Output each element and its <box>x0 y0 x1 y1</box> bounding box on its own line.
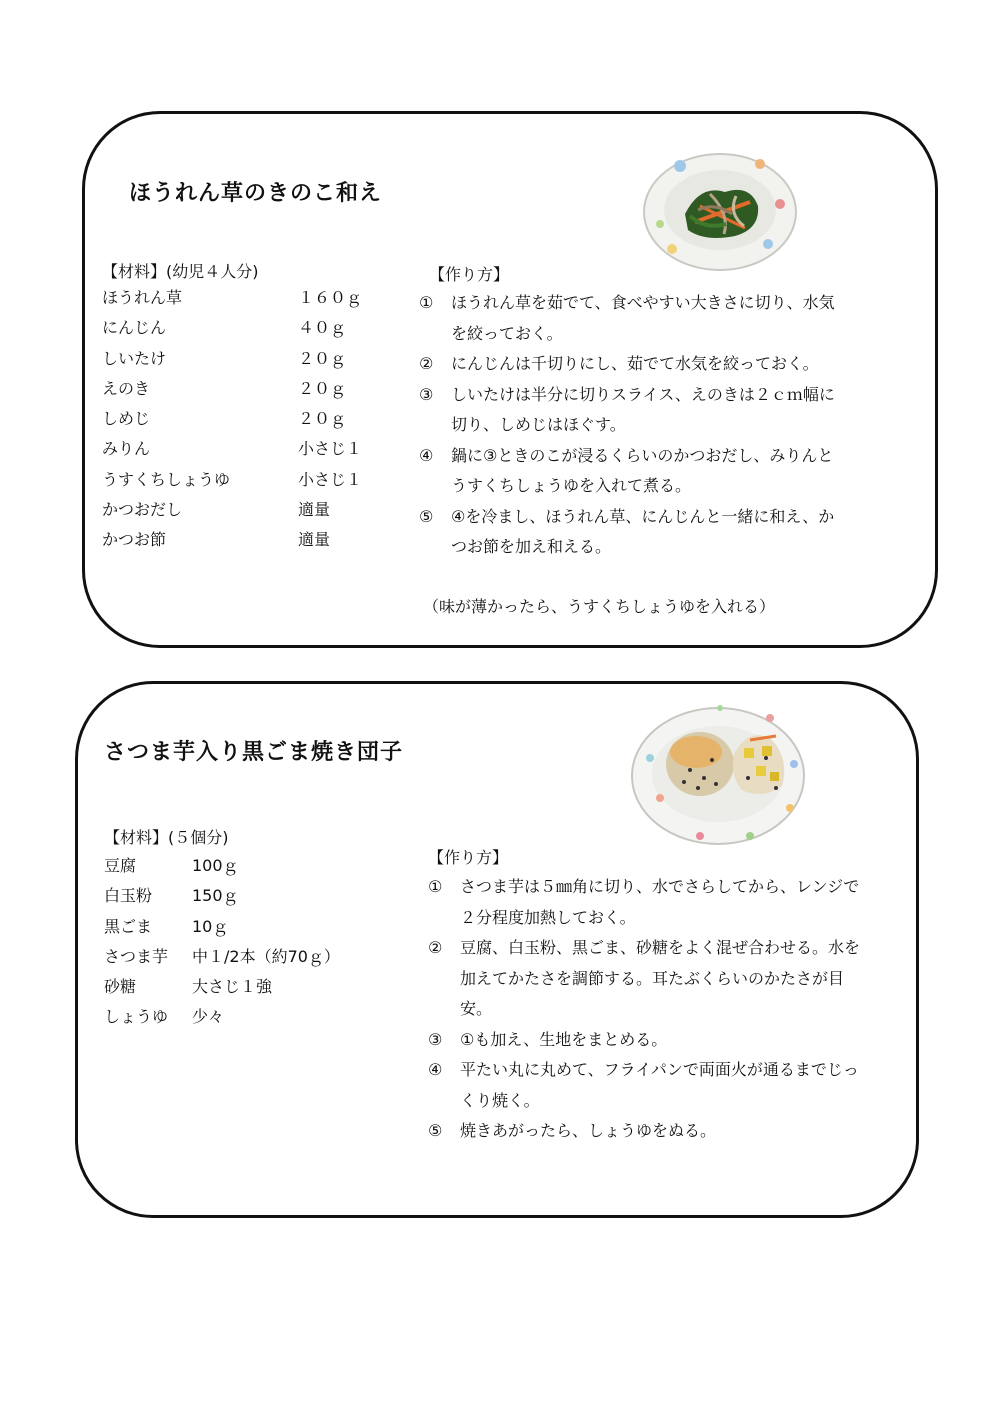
ingredient-amount: ２０ｇ <box>298 348 347 368</box>
step-number: ② <box>428 938 443 957</box>
ingredient-amount: ４０ｇ <box>298 318 347 338</box>
ingredient-row <box>104 942 424 972</box>
ingredient-name: うすくちしょうゆ <box>102 469 231 489</box>
ingredient-list <box>102 283 402 556</box>
ingredient-row <box>102 374 402 404</box>
step-number: ④ <box>419 445 434 465</box>
ingredient-row <box>104 912 424 942</box>
step-item <box>419 288 843 349</box>
ingredients-header: 【材料】(５個分) <box>104 828 229 847</box>
ingredient-name: みりん <box>102 439 151 459</box>
step-item <box>428 1025 864 1056</box>
step-text: 平たい丸に丸めて、フライパンで両面火が通るまでじっくり焼く。 <box>460 1060 859 1110</box>
step-item <box>419 380 843 441</box>
step-item <box>419 349 843 380</box>
steps-header: 【作り方】 <box>429 265 510 284</box>
step-item <box>428 872 864 933</box>
step-item <box>428 1055 864 1116</box>
ingredient-name: ほうれん草 <box>102 288 183 307</box>
ingredient-amount: 小さじ１ <box>298 439 363 459</box>
step-number: ⑤ <box>428 1121 443 1140</box>
ingredient-amount: ２０ｇ <box>298 409 347 429</box>
ingredient-name: しょうゆ <box>104 1007 169 1027</box>
dango-dish-photo <box>630 698 810 848</box>
ingredient-name: 豆腐 <box>104 856 137 875</box>
ingredient-amount: 適量 <box>298 500 331 520</box>
recipe-title: さつま芋入り黒ごま焼き団子 <box>104 740 404 765</box>
step-text: しいたけは半分に切りスライス、えのきは２ｃｍ幅に切り、しめじはほぐす。 <box>451 384 835 434</box>
ingredient-name: さつま芋 <box>104 946 169 966</box>
step-number: ① <box>428 877 443 896</box>
ingredient-row <box>102 283 402 313</box>
ingredient-row <box>104 1002 424 1032</box>
ingredient-name: しめじ <box>102 409 151 429</box>
ingredient-name: 黒ごま <box>104 916 153 936</box>
ingredient-amount: 150ｇ <box>192 886 239 906</box>
recipe-card-spinach <box>82 111 938 648</box>
spinach-dish-photo <box>640 144 800 274</box>
step-number: ③ <box>428 1029 443 1049</box>
ingredient-name: 砂糖 <box>104 977 137 997</box>
recipe-title: ほうれん草のきのこ和え <box>129 181 383 206</box>
ingredient-list <box>104 851 424 1033</box>
ingredient-row <box>102 313 402 343</box>
ingredient-row <box>104 972 424 1002</box>
step-text: ④を冷まし、ほうれん草、にんじんと一緒に和え、かつお節を加え和える。 <box>451 506 835 556</box>
ingredient-row <box>102 434 402 464</box>
ingredient-amount: 100ｇ <box>192 856 239 875</box>
recipe-card-dango <box>75 681 919 1218</box>
ingredient-name: かつお節 <box>102 530 167 550</box>
ingredient-amount: ２０ｇ <box>298 378 347 398</box>
ingredient-row <box>102 525 402 555</box>
ingredient-row <box>104 851 424 881</box>
step-text: 鍋に③ときのこが浸るくらいのかつおだし、みりんとうすくちしょうゆを入れて煮る。 <box>451 445 834 495</box>
step-list <box>419 288 843 563</box>
ingredient-name: にんじん <box>102 318 167 338</box>
ingredient-amount: 中１/2本（約70ｇ） <box>192 946 340 966</box>
step-item <box>419 441 843 502</box>
ingredients-header: 【材料】(幼児４人分) <box>102 262 259 281</box>
step-text: 焼きあがったら、しょうゆをぬる。 <box>460 1121 717 1140</box>
ingredient-name: しいたけ <box>102 348 167 368</box>
step-number: ② <box>419 354 434 373</box>
step-text: さつま芋は５㎜角に切り、水でさらしてから、レンジで２分程度加熱しておく。 <box>460 877 860 927</box>
step-number: ① <box>419 293 434 312</box>
step-number: ④ <box>428 1060 443 1079</box>
ingredient-row <box>104 881 424 911</box>
ingredient-row <box>102 404 402 434</box>
ingredient-row <box>102 344 402 374</box>
step-text: 豆腐、白玉粉、黒ごま、砂糖をよく混ぜ合わせる。水を加えてかたさを調節する。耳たぶくらいのかたさが目安。 <box>460 938 861 1018</box>
step-number: ⑤ <box>419 506 434 526</box>
step-text: ほうれん草を茹でて、食べやすい大きさに切り、水気を絞っておく。 <box>451 293 835 343</box>
step-text: ①も加え、生地をまとめる。 <box>460 1029 668 1049</box>
ingredient-amount: 適量 <box>298 530 331 550</box>
step-item <box>419 502 843 563</box>
ingredient-amount: 小さじ１ <box>298 469 363 489</box>
step-text: にんじんは千切りにし、茹でて水気を絞っておく。 <box>451 354 819 373</box>
ingredient-amount: 少々 <box>192 1007 225 1027</box>
ingredient-row <box>102 495 402 525</box>
step-item <box>428 933 864 1025</box>
ingredient-name: かつおだし <box>102 500 183 520</box>
recipe-note: （味が薄かったら、うすくちしょうゆを入れる） <box>423 597 776 616</box>
ingredient-row <box>102 465 402 495</box>
ingredient-name: 白玉粉 <box>104 886 153 906</box>
ingredient-amount: 大さじ１強 <box>192 977 273 997</box>
step-list <box>428 872 864 1147</box>
ingredient-amount: 10ｇ <box>192 916 229 936</box>
ingredient-amount: １６０ｇ <box>298 288 363 307</box>
ingredient-name: えのき <box>102 378 151 398</box>
steps-header: 【作り方】 <box>428 848 509 867</box>
step-item <box>428 1116 864 1147</box>
step-number: ③ <box>419 384 434 404</box>
